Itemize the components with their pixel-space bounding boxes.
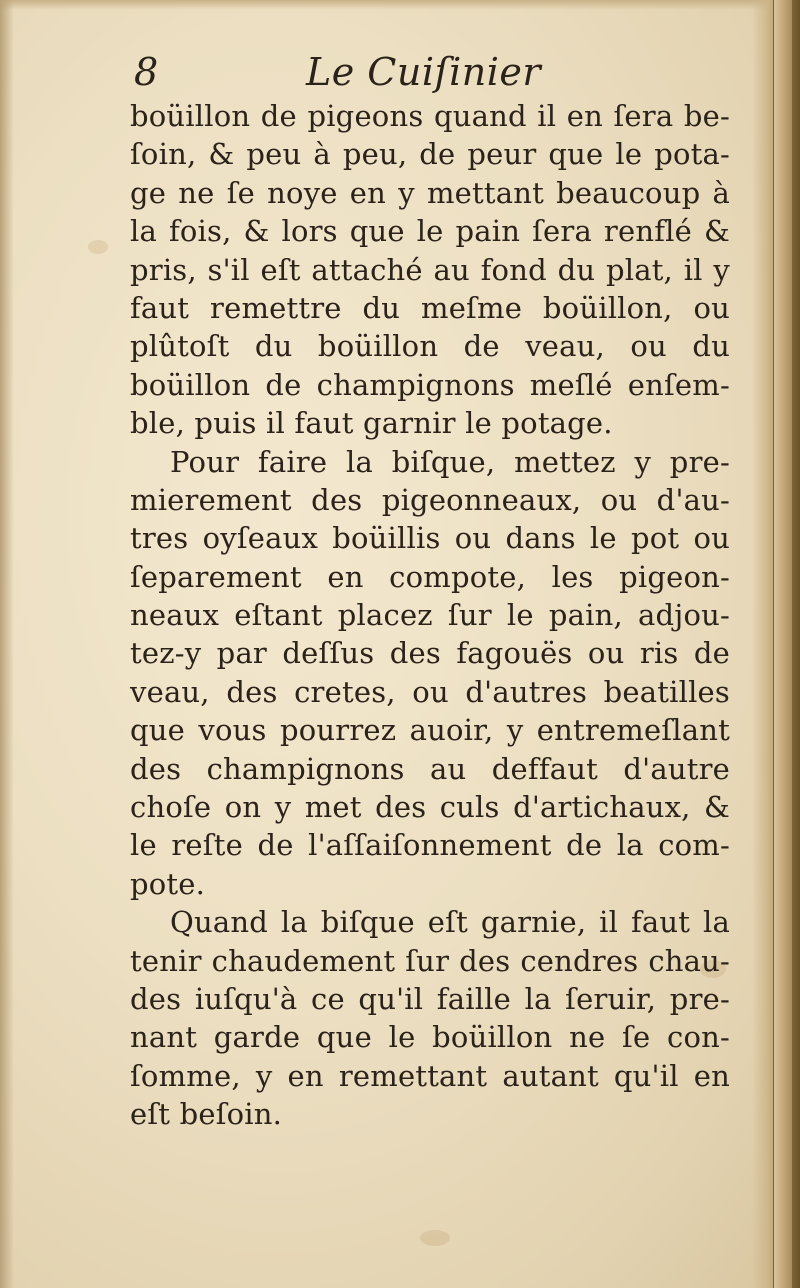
text-line: ſeparement en compote, les pigeon- — [130, 559, 730, 594]
text-line: tez-y par deſſus des fagouës ou ris de — [130, 636, 730, 671]
text-line: boüillon de pigeons quand il en ſera be- — [130, 99, 730, 133]
text-line: mierement des pigeonneaux, ou d'au- — [130, 482, 730, 517]
text-line: eſt beſoin. — [130, 1097, 283, 1132]
text-line: des iuſqu'à ce qu'il faille la ſeruir, pre- — [130, 981, 730, 1016]
text-line: nant garde que le boüillon ne ſe con- — [130, 1020, 730, 1055]
text-line: faut remettre du meſme boüillon, ou — [130, 290, 730, 325]
page-left-edge — [0, 0, 14, 1288]
page-header — [128, 44, 728, 104]
page-number: 8 — [134, 50, 159, 94]
adjacent-page-strip — [773, 0, 792, 1288]
text-line: plûtoſt du boüillon de veau, ou du — [130, 329, 730, 364]
text-line: le reſte de l'aſſaiſonnement de la com- — [130, 828, 730, 863]
text-line: pris, s'il eſt attaché au fond du plat, il y — [130, 252, 730, 287]
text-line: tres oyſeaux boüillis ou dans le pot ou — [130, 521, 730, 556]
foxing-spot — [88, 240, 108, 254]
text-line: ſoin, & peu à peu, de peur que le pota- — [130, 137, 730, 172]
foxing-spot — [420, 1230, 450, 1246]
text-line: ſomme, y en remettant autant qu'il en — [130, 1058, 730, 1093]
running-title: Le Cuiſinier — [306, 50, 542, 94]
text-line: pote. — [130, 866, 206, 901]
text-line: ble, puis il faut garnir le potage. — [130, 406, 613, 441]
text-line: boüillon de champignons meſlé enſem- — [130, 367, 730, 402]
text-line: neaux eſtant placez ſur le pain, adjou- — [130, 598, 730, 633]
text-line: la fois, & lors que le pain ſera renflé & — [130, 214, 730, 249]
text-line: que vous pourrez auoir, y entremeſlant — [130, 713, 730, 748]
text-line: tenir chaudement ſur des cendres chau- — [130, 943, 730, 978]
book-binding-edge — [752, 0, 800, 1288]
body-text — [130, 97, 730, 1134]
text-line: Pour faire la biſque, mettez y pre- — [170, 444, 730, 479]
page-top-edge — [0, 0, 800, 10]
text-line: choſe on y met des culs d'artichaux, & — [130, 790, 730, 825]
text-line: des champignons au deffaut d'autre — [130, 751, 730, 786]
text-line: Quand la biſque eſt garnie, il faut la — [170, 905, 730, 940]
text-line: veau, des cretes, ou d'autres beatilles — [130, 674, 730, 709]
text-line: ge ne ſe noye en y mettant beaucoup à — [130, 175, 730, 210]
